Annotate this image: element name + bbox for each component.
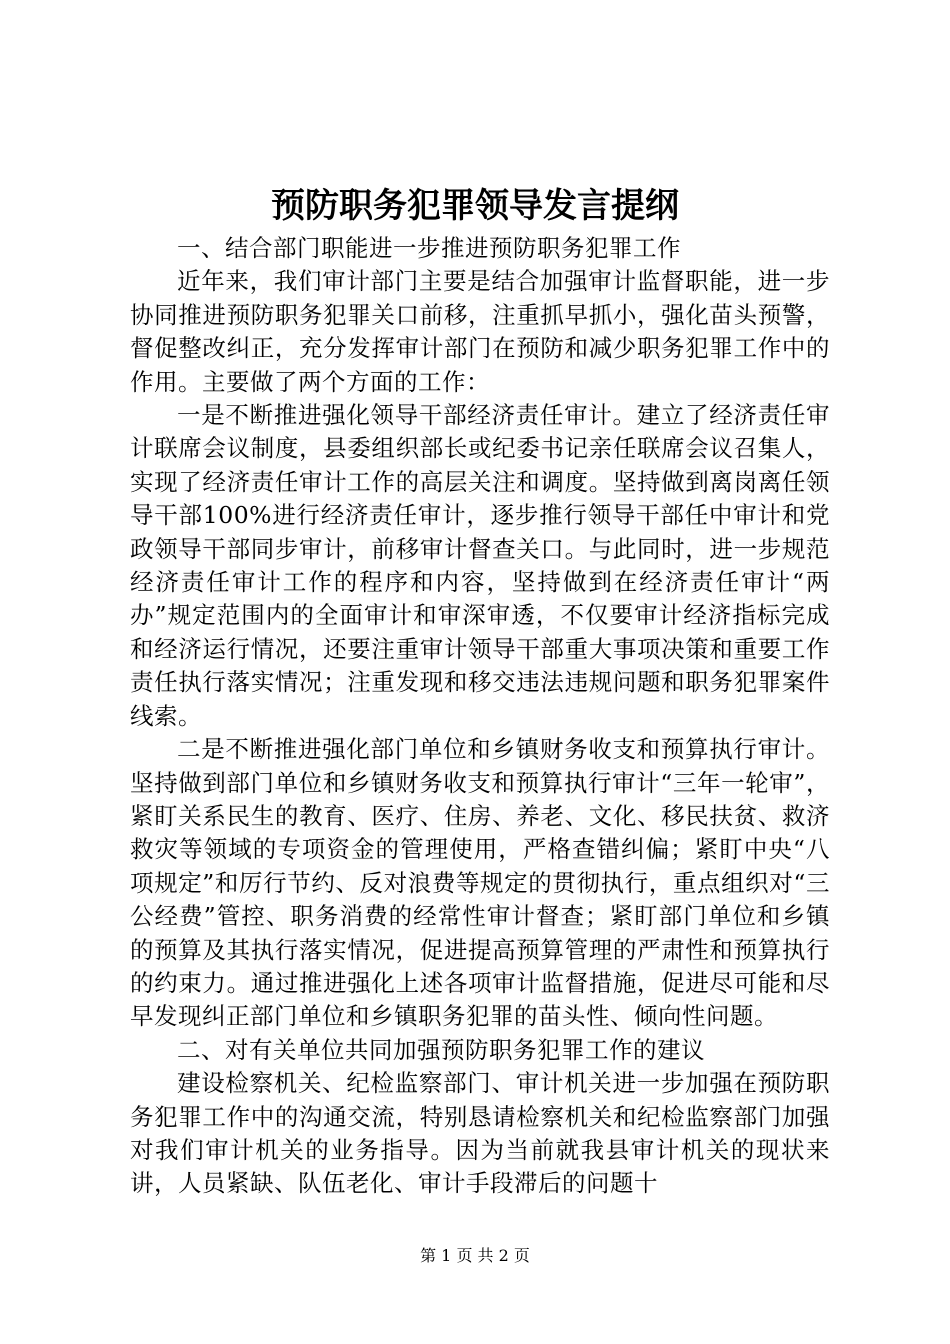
paragraph-economic-audit: 一是不断推进强化领导干部经济责任审计。建立了经济责任审计联席会议制度，县委组织部长或纪委书记亲任联席会议召集人，实现了经济责任审计工作的高层关注和调度。坚持做到离岗离任领导干部100%进行经济责任审计，逐步推行领导干部任中审计和党政领导干部同步审计，前移审计督查关口。与此同时，进一步规范经济责任审计工作的程序和内容，坚持做到在经济责任审计“两办”规定范围内的全面审计和审深审透，不仅要审计经济指标完成和经济运行情况，还要注重审计领导干部重大事项决策和重要工作责任执行落实情况；注重发现和移交违法违规问题和职务犯罪案件线索。 bbox=[130, 401, 830, 730]
section-heading-1: 一、结合部门职能进一步推进预防职务犯罪工作 bbox=[177, 234, 681, 262]
paragraph-budget-audit: 二是不断推进强化部门单位和乡镇财务收支和预算执行审计。坚持做到部门单位和乡镇财务收支和预算执行审计“三年一轮审”，紧盯关系民生的教育、医疗、住房、养老、文化、移民扶贫、救济救灾等领域的专项资金的管理使用，严格查错纠偏；紧盯中央“八项规定”和厉行节约、反对浪费等规定的贯彻执行，重点组织对“三公经费”管控、职务消费的经常性审计督查；紧盯部门单位和乡镇的预算及其执行落实情况，促进提高预算管理的严肃性和预算执行的约束力。通过推进强化上述各项审计监督措施，促进尽可能和尽早发现纠正部门单位和乡镇职务犯罪的苗头性、倾向性问题。 bbox=[130, 735, 830, 1031]
document-title: 预防职务犯罪领导发言提纲 bbox=[271, 186, 679, 226]
paragraph-intro: 近年来，我们审计部门主要是结合加强审计监督职能，进一步协同推进预防职务犯罪关口前移，注重抓早抓小，强化苗头预警，督促整改纠正，充分发挥审计部门在预防和减少职务犯罪工作中的作用。主要做了两个方面的工作： bbox=[130, 267, 830, 396]
document-body bbox=[130, 232, 830, 1201]
page-number-footer: 第 1 页 共 2 页 bbox=[420, 1246, 530, 1265]
paragraph-suggestion: 建设检察机关、纪检监察部门、审计机关进一步加强在预防职务犯罪工作中的沟通交流，特别恳请检察机关和纪检监察部门加强对我们审计机关的业务指导。因为当前就我县审计机关的现状来讲，人员紧缺、队伍老化、审计手段滞后的问题十 bbox=[130, 1069, 830, 1198]
section-heading-2: 二、对有关单位共同加强预防职务犯罪工作的建议 bbox=[177, 1035, 705, 1064]
